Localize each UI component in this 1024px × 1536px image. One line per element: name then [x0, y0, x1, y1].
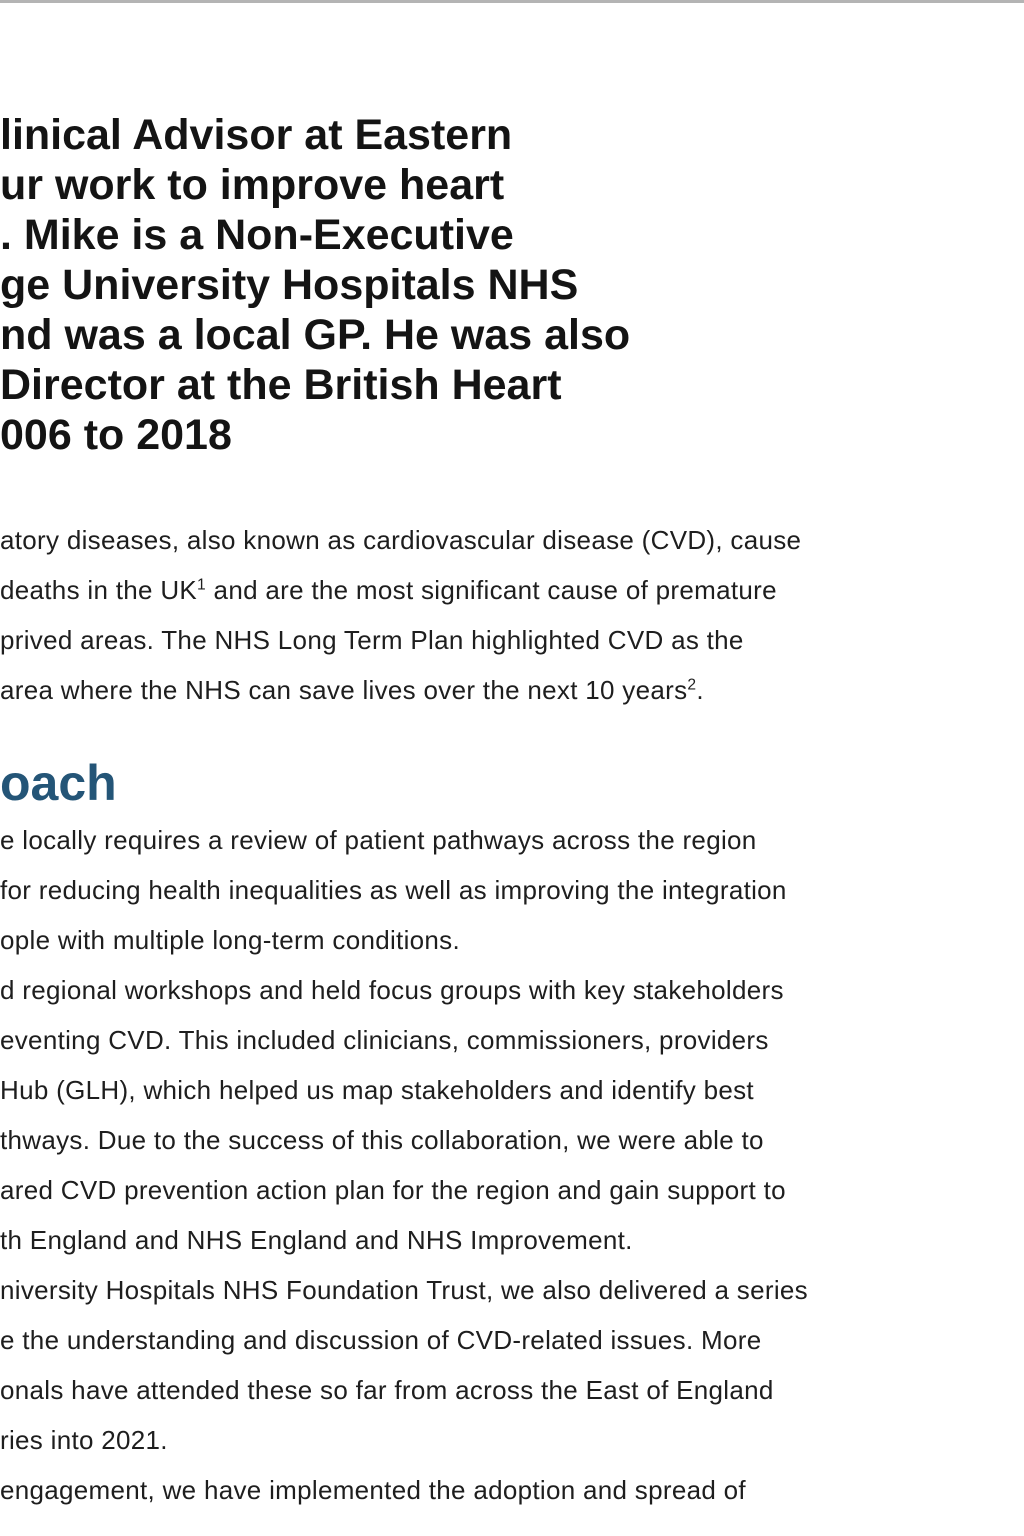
intro-text: deaths in the UK — [0, 575, 198, 605]
lead-line: . Mike is a Non-Executive — [0, 211, 514, 259]
intro-text: . — [696, 675, 704, 705]
lead-line: 006 to 2018 — [0, 411, 232, 459]
lead-line: linical Advisor at Eastern — [0, 111, 513, 159]
footnote-ref: 2 — [687, 676, 697, 694]
body-line: engagement, we have implemented the adoption and spread of — [0, 1475, 746, 1505]
intro-text: area where the NHS can save lives over the next 10 years — [0, 675, 688, 705]
top-rule — [0, 0, 1024, 3]
body-line: niversity Hospitals NHS Foundation Trust, we also delivered a series — [0, 1275, 808, 1305]
body-line: d regional workshops and held focus groups with key stakeholders — [0, 975, 784, 1005]
body-line: e locally requires a review of patient pathways across the region — [0, 825, 757, 855]
body-line: Hub (GLH), which helped us map stakeholders and identify best — [0, 1075, 754, 1105]
body-line: eventing CVD. This included clinicians, commissioners, providers — [0, 1025, 769, 1055]
lead-line: ur work to improve heart — [0, 161, 505, 209]
body-line: ople with multiple long-term conditions. — [0, 925, 460, 955]
section-heading: oach — [0, 755, 117, 811]
intro-line: atory diseases, also known as cardiovascular disease (CVD), cause — [0, 525, 802, 555]
lead-line: nd was a local GP. He was also — [0, 311, 631, 359]
lead-line: ge University Hospitals NHS — [0, 261, 579, 309]
body-line: e the understanding and discussion of CVD-related issues. More — [0, 1325, 762, 1355]
intro-line — [0, 675, 704, 705]
body-line: ared CVD prevention action plan for the region and gain support to — [0, 1175, 786, 1205]
intro-text: and are the most significant cause of premature — [206, 575, 777, 605]
intro-line — [0, 575, 777, 605]
body-line: for reducing health inequalities as well as improving the integration — [0, 875, 787, 905]
body-line: th England and NHS England and NHS Improvement. — [0, 1225, 633, 1255]
body-line: onals have attended these so far from across the East of England — [0, 1375, 774, 1405]
intro-line: prived areas. The NHS Long Term Plan highlighted CVD as the — [0, 625, 744, 655]
body-line: ries into 2021. — [0, 1425, 168, 1455]
lead-line: Director at the British Heart — [0, 361, 562, 409]
footnote-ref: 1 — [197, 576, 207, 594]
body-line: thways. Due to the success of this collaboration, we were able to — [0, 1125, 764, 1155]
